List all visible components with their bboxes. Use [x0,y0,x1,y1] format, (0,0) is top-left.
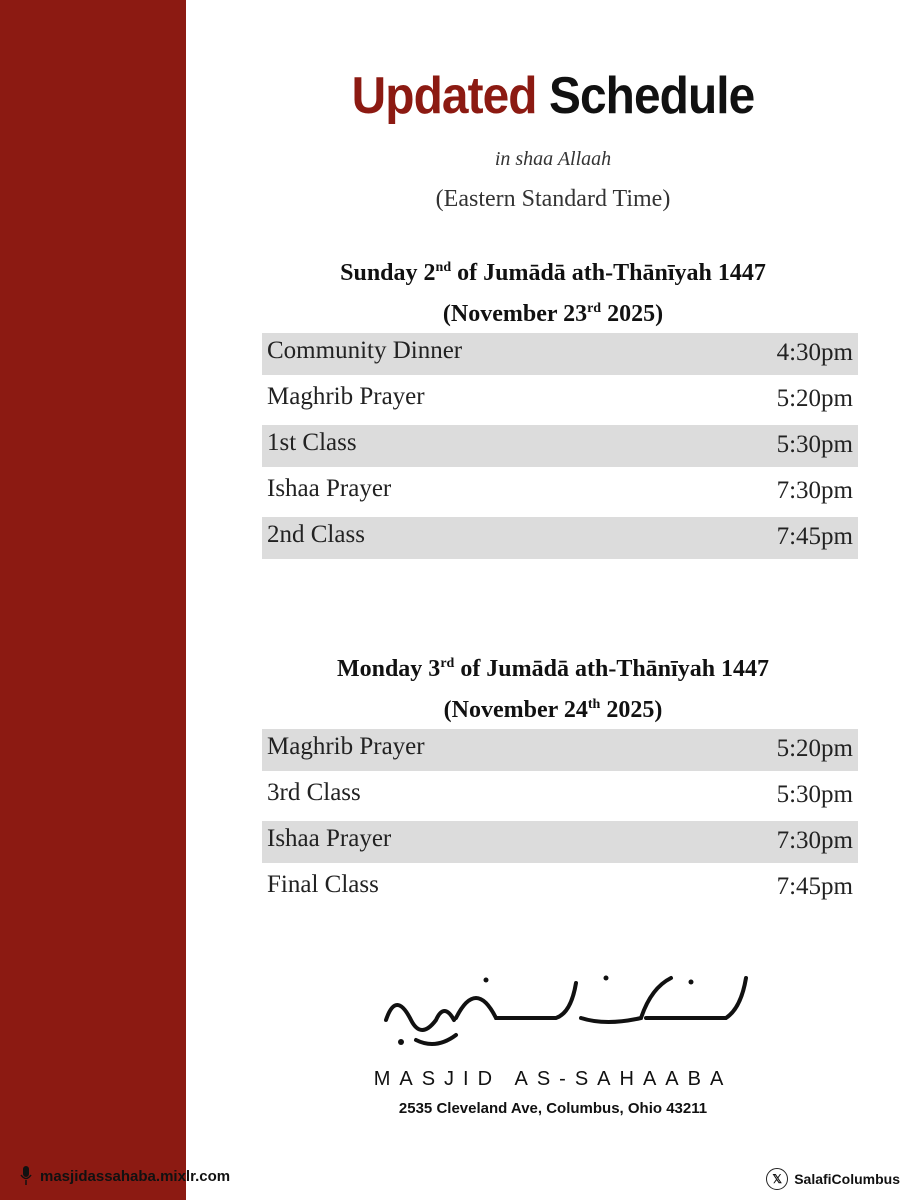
event-label: Maghrib Prayer [267,733,425,760]
table-row [262,775,858,817]
day-heading-gregorian: (November 24th 2025) [443,697,663,723]
event-time: 7:30pm [776,477,853,504]
table-row [262,379,858,421]
page-title [215,66,890,126]
table-row [262,867,858,909]
title-word-updated: Updated [351,67,537,125]
event-time: 5:30pm [776,781,853,808]
event-label: 3rd Class [267,779,361,806]
event-label: Community Dinner [267,337,463,364]
event-time: 5:20pm [776,735,853,762]
event-time: 7:45pm [776,873,853,900]
schedule-table-sunday [262,333,858,563]
event-time: 5:30pm [776,431,853,458]
table-row [262,821,858,863]
table-row [262,471,858,513]
day-heading-sunday [186,250,920,332]
address: 2535 Cleveland Ave, Columbus, Ohio 43211 [398,1100,708,1117]
event-label: 1st Class [267,429,357,456]
day-heading-hijri: Sunday 2nd of Jumādā ath-Thānīyah 1447 [340,260,766,286]
organization-name: MASJID AS-SAHAABA [373,1068,733,1090]
event-time: 5:20pm [776,385,853,412]
side-accent-bar [0,0,186,1200]
table-row [262,729,858,771]
day-heading-gregorian: (November 23rd 2025) [442,301,664,327]
social-handle[interactable]: SalafiColumbus [794,1171,900,1187]
subtitle: in shaa Allaah [494,148,612,170]
table-row [262,425,858,467]
footer-social[interactable] [766,1168,900,1190]
day-heading-hijri: Monday 3rd of Jumādā ath-Thānīyah 1447 [336,656,770,682]
footer-mixlr[interactable] [20,1166,230,1186]
mixlr-link[interactable]: masjidassahaba.mixlr.com [40,1167,231,1185]
event-label: Ishaa Prayer [267,475,392,502]
schedule-table-monday [262,729,858,913]
x-logo-icon: 𝕏 [766,1168,788,1190]
masjid-calligraphy-logo [186,960,920,1060]
event-time: 7:30pm [776,827,853,854]
event-label: Final Class [267,871,379,898]
table-row [262,333,858,375]
table-row [262,517,858,559]
microphone-icon [20,1166,32,1186]
event-time: 4:30pm [776,339,853,366]
day-heading-monday [186,646,920,728]
schedule-content [186,0,920,1200]
title-word-schedule: Schedule [548,67,755,125]
event-label: Ishaa Prayer [267,825,392,852]
event-label: Maghrib Prayer [267,383,425,410]
event-time: 7:45pm [776,523,853,550]
event-label: 2nd Class [267,521,365,548]
timezone-note: (Eastern Standard Time) [435,186,671,212]
